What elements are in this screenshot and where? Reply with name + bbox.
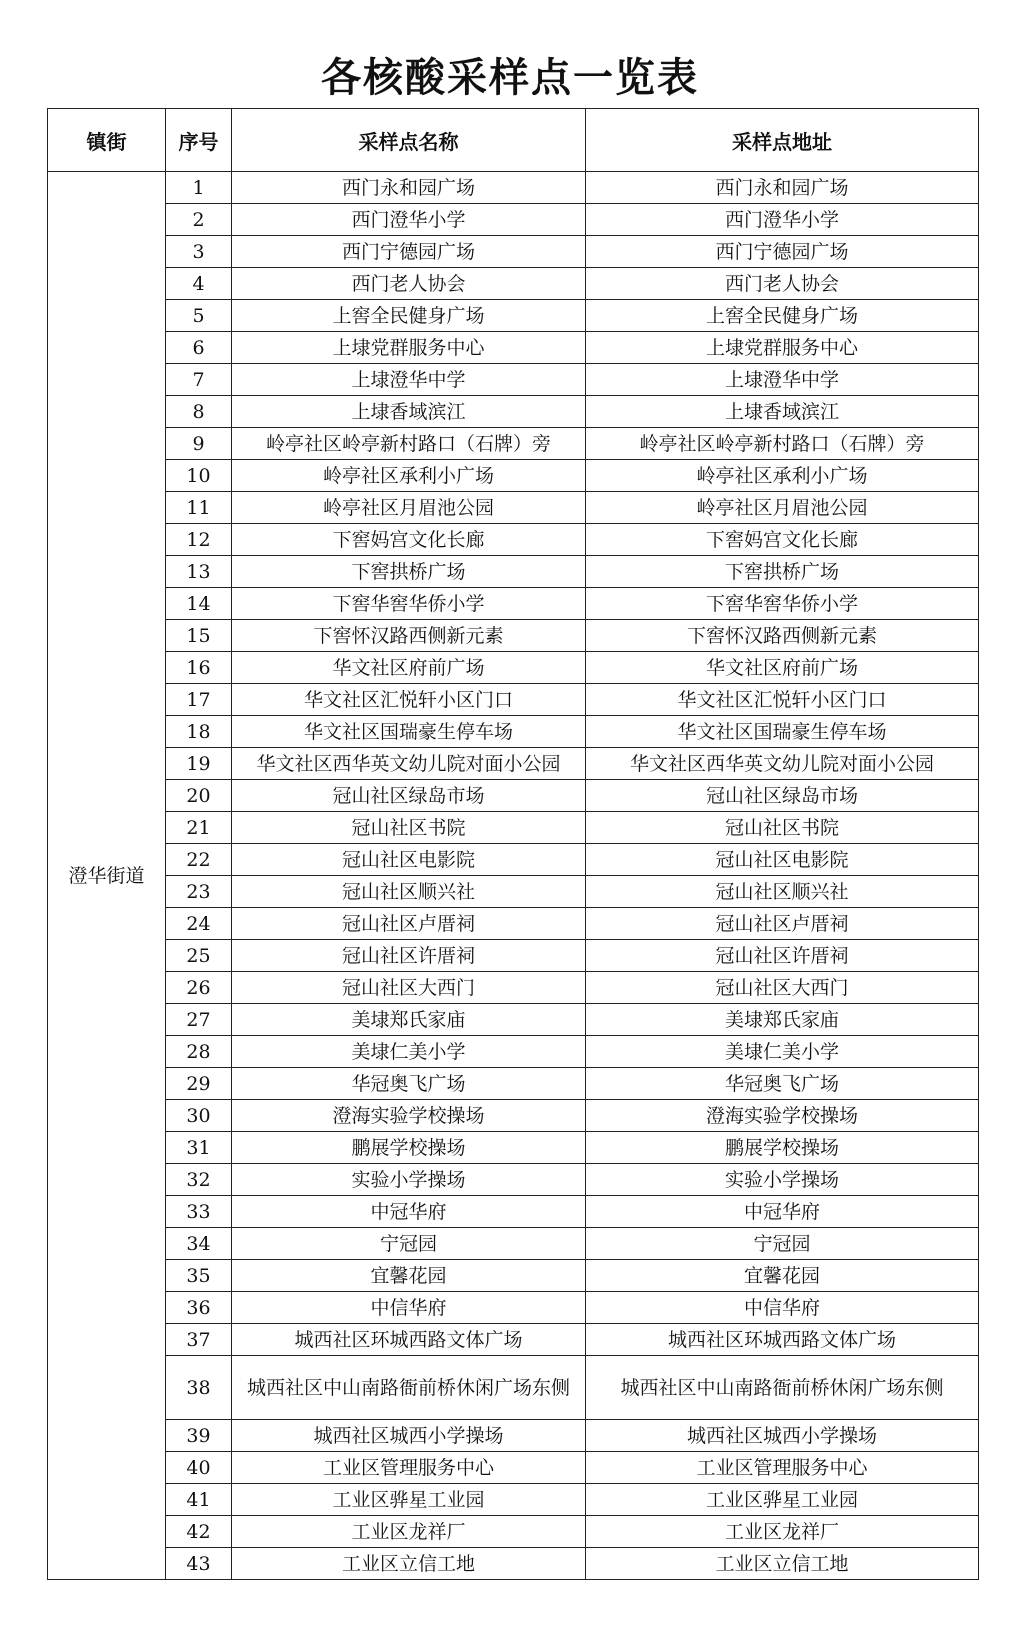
table-row (48, 812, 979, 844)
site-name: 下窖拱桥广场 (232, 556, 586, 588)
site-name: 冠山社区许厝祠 (232, 940, 586, 972)
row-number: 33 (166, 1196, 232, 1228)
row-number: 32 (166, 1164, 232, 1196)
table-row (48, 972, 979, 1004)
table-row (48, 588, 979, 620)
header-town: 镇街 (48, 109, 166, 172)
site-address: 城西社区环城西路文体广场 (586, 1324, 979, 1356)
table-row (48, 620, 979, 652)
town-cell: 澄华街道 (48, 172, 166, 1580)
row-number: 10 (166, 460, 232, 492)
header-address: 采样点地址 (586, 109, 979, 172)
table-row (48, 492, 979, 524)
site-name: 上窖全民健身广场 (232, 300, 586, 332)
site-address: 鹏展学校操场 (586, 1132, 979, 1164)
site-name: 下窖妈宫文化长廊 (232, 524, 586, 556)
table-row (48, 524, 979, 556)
table-row (48, 876, 979, 908)
table-row (48, 300, 979, 332)
site-name: 冠山社区绿岛市场 (232, 780, 586, 812)
site-name: 澄海实验学校操场 (232, 1100, 586, 1132)
table-row (48, 1260, 979, 1292)
site-name: 工业区立信工地 (232, 1548, 586, 1580)
site-address: 美埭郑氏家庙 (586, 1004, 979, 1036)
row-number: 43 (166, 1548, 232, 1580)
header-no: 序号 (166, 109, 232, 172)
site-name: 华文社区西华英文幼儿院对面小公园 (232, 748, 586, 780)
table-row (48, 1196, 979, 1228)
site-name: 西门永和园广场 (232, 172, 586, 204)
site-name: 中冠华府 (232, 1196, 586, 1228)
row-number: 38 (166, 1356, 232, 1420)
table-body (48, 172, 979, 1580)
row-number: 30 (166, 1100, 232, 1132)
site-address: 上埭香域滨江 (586, 396, 979, 428)
row-number: 22 (166, 844, 232, 876)
site-name: 城西社区中山南路衙前桥休闲广场东侧 (232, 1356, 586, 1420)
site-name: 工业区管理服务中心 (232, 1452, 586, 1484)
table-row (48, 652, 979, 684)
table-row (48, 1164, 979, 1196)
site-address: 西门宁德园广场 (586, 236, 979, 268)
site-name: 岭亭社区岭亭新村路口（石牌）旁 (232, 428, 586, 460)
site-address: 华文社区国瑞豪生停车场 (586, 716, 979, 748)
site-address: 岭亭社区承利小广场 (586, 460, 979, 492)
site-address: 工业区骅星工业园 (586, 1484, 979, 1516)
row-number: 31 (166, 1132, 232, 1164)
table-row (48, 1036, 979, 1068)
site-address: 工业区管理服务中心 (586, 1452, 979, 1484)
table-header-row (48, 109, 979, 172)
site-name: 岭亭社区承利小广场 (232, 460, 586, 492)
site-name: 上埭澄华中学 (232, 364, 586, 396)
page-title: 各核酸采样点一览表 (321, 55, 699, 101)
site-address: 冠山社区绿岛市场 (586, 780, 979, 812)
site-name: 美埭郑氏家庙 (232, 1004, 586, 1036)
site-name: 华文社区国瑞豪生停车场 (232, 716, 586, 748)
table-row (48, 780, 979, 812)
row-number: 27 (166, 1004, 232, 1036)
table-row (48, 1356, 979, 1420)
header-name: 采样点名称 (232, 109, 586, 172)
row-number: 17 (166, 684, 232, 716)
table-row (48, 364, 979, 396)
table-row (48, 908, 979, 940)
table-row (48, 844, 979, 876)
table-row (48, 204, 979, 236)
site-address: 宜馨花园 (586, 1260, 979, 1292)
row-number: 35 (166, 1260, 232, 1292)
row-number: 26 (166, 972, 232, 1004)
site-address: 上埭澄华中学 (586, 364, 979, 396)
row-number: 5 (166, 300, 232, 332)
site-address: 宁冠园 (586, 1228, 979, 1260)
table-row (48, 460, 979, 492)
row-number: 8 (166, 396, 232, 428)
row-number: 16 (166, 652, 232, 684)
row-number: 4 (166, 268, 232, 300)
site-address: 冠山社区书院 (586, 812, 979, 844)
site-address: 下窖怀汉路西侧新元素 (586, 620, 979, 652)
row-number: 34 (166, 1228, 232, 1260)
table-row (48, 1484, 979, 1516)
table-row (48, 1292, 979, 1324)
row-number: 13 (166, 556, 232, 588)
site-address: 上埭党群服务中心 (586, 332, 979, 364)
site-name: 宁冠园 (232, 1228, 586, 1260)
row-number: 25 (166, 940, 232, 972)
row-number: 42 (166, 1516, 232, 1548)
site-address: 城西社区中山南路衙前桥休闲广场东侧 (586, 1356, 979, 1420)
site-address: 工业区龙祥厂 (586, 1516, 979, 1548)
site-name: 西门澄华小学 (232, 204, 586, 236)
row-number: 9 (166, 428, 232, 460)
table-row (48, 268, 979, 300)
site-address: 下窖拱桥广场 (586, 556, 979, 588)
site-name: 城西社区城西小学操场 (232, 1420, 586, 1452)
row-number: 41 (166, 1484, 232, 1516)
row-number: 15 (166, 620, 232, 652)
site-name: 华文社区汇悦轩小区门口 (232, 684, 586, 716)
table-row (48, 1068, 979, 1100)
row-number: 19 (166, 748, 232, 780)
row-number: 12 (166, 524, 232, 556)
site-name: 鹏展学校操场 (232, 1132, 586, 1164)
row-number: 2 (166, 204, 232, 236)
site-address: 冠山社区许厝祠 (586, 940, 979, 972)
table-row (48, 332, 979, 364)
site-name: 美埭仁美小学 (232, 1036, 586, 1068)
site-address: 下窖妈宫文化长廊 (586, 524, 979, 556)
site-address: 西门永和园广场 (586, 172, 979, 204)
row-number: 28 (166, 1036, 232, 1068)
row-number: 37 (166, 1324, 232, 1356)
sampling-sites-table (47, 108, 979, 1580)
row-number: 18 (166, 716, 232, 748)
site-address: 华冠奥飞广场 (586, 1068, 979, 1100)
row-number: 3 (166, 236, 232, 268)
row-number: 29 (166, 1068, 232, 1100)
row-number: 6 (166, 332, 232, 364)
table-row (48, 684, 979, 716)
row-number: 23 (166, 876, 232, 908)
table-row (48, 1228, 979, 1260)
table-row (48, 1100, 979, 1132)
site-address: 冠山社区顺兴社 (586, 876, 979, 908)
site-address: 岭亭社区岭亭新村路口（石牌）旁 (586, 428, 979, 460)
site-name: 中信华府 (232, 1292, 586, 1324)
site-name: 冠山社区大西门 (232, 972, 586, 1004)
site-name: 西门老人协会 (232, 268, 586, 300)
site-name: 工业区骅星工业园 (232, 1484, 586, 1516)
site-address: 实验小学操场 (586, 1164, 979, 1196)
row-number: 40 (166, 1452, 232, 1484)
table-row (48, 940, 979, 972)
site-address: 中冠华府 (586, 1196, 979, 1228)
row-number: 14 (166, 588, 232, 620)
table-row (48, 556, 979, 588)
table-row (48, 1516, 979, 1548)
site-address: 冠山社区卢厝祠 (586, 908, 979, 940)
site-address: 澄海实验学校操场 (586, 1100, 979, 1132)
table-row (48, 748, 979, 780)
table-row (48, 172, 979, 204)
site-address: 冠山社区大西门 (586, 972, 979, 1004)
row-number: 36 (166, 1292, 232, 1324)
table-row (48, 236, 979, 268)
site-name: 冠山社区顺兴社 (232, 876, 586, 908)
site-name: 工业区龙祥厂 (232, 1516, 586, 1548)
site-address: 华文社区府前广场 (586, 652, 979, 684)
site-address: 西门老人协会 (586, 268, 979, 300)
site-name: 冠山社区电影院 (232, 844, 586, 876)
table-row (48, 1004, 979, 1036)
site-name: 实验小学操场 (232, 1164, 586, 1196)
site-address: 城西社区城西小学操场 (586, 1420, 979, 1452)
site-name: 西门宁德园广场 (232, 236, 586, 268)
table-row (48, 396, 979, 428)
site-name: 上埭党群服务中心 (232, 332, 586, 364)
table-row (48, 1132, 979, 1164)
site-name: 华文社区府前广场 (232, 652, 586, 684)
site-address: 上窖全民健身广场 (586, 300, 979, 332)
row-number: 20 (166, 780, 232, 812)
site-name: 冠山社区卢厝祠 (232, 908, 586, 940)
site-address: 下窖华窖华侨小学 (586, 588, 979, 620)
table-row (48, 716, 979, 748)
table-row (48, 1452, 979, 1484)
site-name: 冠山社区书院 (232, 812, 586, 844)
table-row (48, 428, 979, 460)
site-name: 下窖怀汉路西侧新元素 (232, 620, 586, 652)
row-number: 39 (166, 1420, 232, 1452)
site-address: 工业区立信工地 (586, 1548, 979, 1580)
table-row (48, 1324, 979, 1356)
site-address: 华文社区西华英文幼儿院对面小公园 (586, 748, 979, 780)
site-name: 华冠奥飞广场 (232, 1068, 586, 1100)
site-name: 城西社区环城西路文体广场 (232, 1324, 586, 1356)
table-row (48, 1420, 979, 1452)
site-name: 宜馨花园 (232, 1260, 586, 1292)
site-address: 冠山社区电影院 (586, 844, 979, 876)
site-address: 美埭仁美小学 (586, 1036, 979, 1068)
row-number: 1 (166, 172, 232, 204)
row-number: 21 (166, 812, 232, 844)
site-name: 上埭香域滨江 (232, 396, 586, 428)
site-address: 西门澄华小学 (586, 204, 979, 236)
site-name: 岭亭社区月眉池公园 (232, 492, 586, 524)
site-address: 中信华府 (586, 1292, 979, 1324)
row-number: 24 (166, 908, 232, 940)
site-name: 下窖华窖华侨小学 (232, 588, 586, 620)
site-address: 华文社区汇悦轩小区门口 (586, 684, 979, 716)
row-number: 7 (166, 364, 232, 396)
row-number: 11 (166, 492, 232, 524)
site-address: 岭亭社区月眉池公园 (586, 492, 979, 524)
table-row (48, 1548, 979, 1580)
